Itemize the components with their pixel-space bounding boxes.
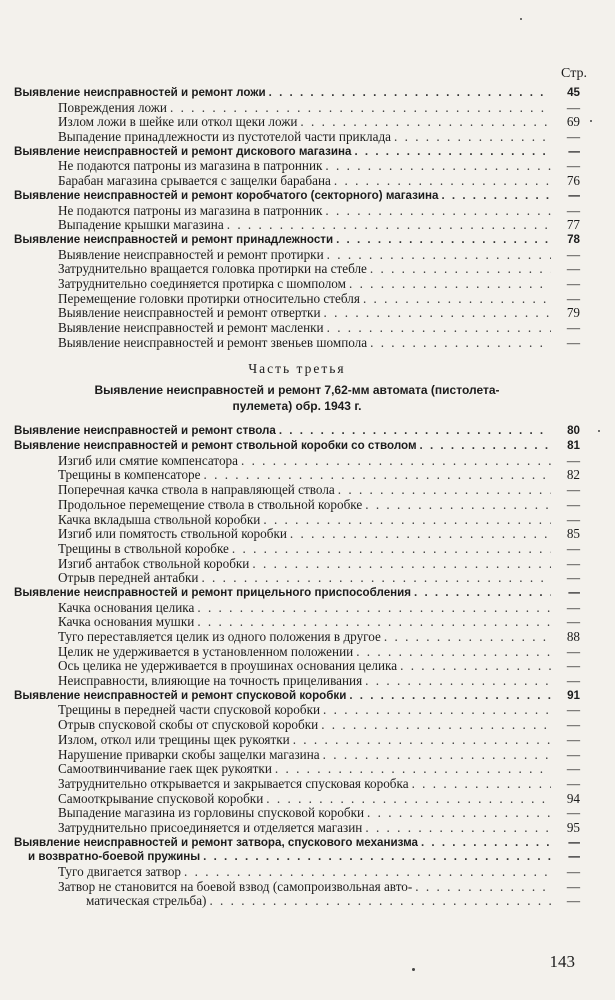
leader-dots [323, 703, 551, 718]
toc-entry-continuation [14, 894, 580, 909]
leader-dots [324, 306, 551, 321]
leader-dots [421, 836, 551, 851]
toc-page-number: 45 [567, 86, 580, 99]
toc-page-number: — [566, 761, 580, 777]
leader-dots [241, 454, 551, 469]
toc-page-number: 76 [566, 173, 580, 189]
toc-entry-text: Поперечная качка ствола в направляющей ствола [58, 482, 335, 498]
toc-entry [14, 218, 580, 233]
leader-dots [325, 204, 551, 219]
toc-entry [14, 115, 580, 130]
toc-entry [14, 248, 580, 263]
toc-entry [14, 483, 580, 498]
toc-heading-text: Выявление неисправностей и ремонт коробчатого (секторного) магазина [14, 188, 439, 202]
toc-entry-text: Выявление неисправностей и ремонт звеньев шомпола [58, 334, 368, 350]
toc-entry-text: матическая стрельба) [86, 893, 207, 909]
page-folio: 143 [549, 952, 575, 971]
leader-dots [441, 189, 551, 204]
toc-entry-text: Затруднительно открывается и закрывается спусковая коробка [58, 775, 409, 791]
toc-entry [14, 321, 580, 336]
toc-entry-text: Туго двигается затвор [58, 864, 182, 879]
toc-entry-text: Отрыв передней антабки [58, 570, 199, 586]
toc-entry-text: Качка основания целика [58, 599, 195, 615]
toc-entry [14, 468, 580, 483]
print-speck [520, 18, 522, 20]
toc-page-number: 69 [566, 114, 580, 130]
toc-entry-text: Трещины в компенсаторе [58, 467, 201, 483]
toc-entry-text: Нарушение приварки скобы защелки магазина [58, 746, 320, 762]
toc-heading-text: Выявление неисправностей и ремонт дискового магазина [14, 144, 352, 158]
leader-dots [334, 174, 551, 189]
toc-entry [14, 718, 580, 733]
toc-entry-text: Не подаются патроны из магазина в патронник [58, 202, 323, 218]
toc-entry [14, 821, 580, 836]
toc-page-number: — [566, 570, 580, 586]
toc-page-number: — [566, 158, 580, 174]
toc-page-number: — [566, 864, 580, 879]
toc-entry-text: Затвор не становится на боевой взвод (самопроизвольная авто- [58, 878, 413, 894]
toc-page-number: — [566, 99, 580, 115]
leader-dots [209, 894, 551, 909]
leader-dots [203, 850, 551, 865]
leader-dots [367, 806, 551, 821]
toc-heading-text: Выявление неисправностей и ремонт ствола [14, 424, 276, 438]
leader-dots [197, 601, 551, 616]
toc-page-number: 82 [566, 467, 580, 483]
part-subtitle-line2: пулемета) обр. 1943 г. [232, 399, 362, 414]
leader-dots [327, 248, 551, 263]
toc-entry-text: Изгиб или помятость ствольной коробки [58, 526, 287, 542]
leader-dots [170, 101, 551, 116]
toc-page-number: — [566, 540, 580, 556]
leader-dots [414, 586, 551, 601]
leader-dots [252, 557, 551, 572]
leader-dots [201, 571, 551, 586]
leader-dots [349, 277, 551, 292]
toc-heading [14, 189, 580, 204]
toc-section-2 [14, 424, 580, 835]
toc-entry-text: Ось целика не удерживается в проушинах основания целика [58, 658, 398, 674]
leader-dots [269, 86, 551, 101]
toc-entry-text: Выпадение принадлежности из пустотелой части приклада [58, 129, 392, 145]
toc-entry-text: Качка вкладыша ствольной коробки [58, 511, 261, 527]
print-speck [590, 120, 592, 122]
toc-entry [14, 733, 580, 748]
toc-page-number: — [566, 496, 580, 512]
toc-entry-text: Отрыв спусковой скобы от спусковой коробки [58, 717, 319, 733]
toc-heading-text: Выявление неисправностей и ремонт спусковой коробки [14, 688, 347, 702]
toc-entry [14, 865, 580, 880]
toc-entry [14, 615, 580, 630]
toc-entry [14, 174, 580, 189]
toc-heading-text: Выявление неисправностей и ремонт ствольной коробки со стволом [14, 439, 417, 453]
toc-page-number: — [566, 717, 580, 733]
leader-dots [420, 439, 551, 454]
toc-entry [14, 527, 580, 542]
toc-page-number: — [566, 320, 580, 335]
toc-page-number: — [566, 702, 580, 718]
toc-heading-text: и возвратно-боевой пружины [28, 850, 201, 864]
leader-dots [263, 513, 551, 528]
leader-dots [338, 483, 551, 498]
toc-entry-text: Излом ложи в шейке или откол щеки ложи [58, 114, 298, 130]
toc-entry-text: Повреждения ложи [58, 99, 167, 115]
toc-entry [14, 498, 580, 513]
toc-page-number: 85 [566, 526, 580, 542]
toc-heading-continuation [14, 850, 580, 865]
leader-dots [323, 748, 551, 763]
toc-page-number: — [566, 805, 580, 821]
toc-entry [14, 306, 580, 321]
leader-dots [400, 659, 551, 674]
leader-dots [275, 762, 551, 777]
toc-entry [14, 762, 580, 777]
toc-entry-text: Туго переставляется целик из одного положения в другое [58, 629, 381, 644]
leader-dots [232, 542, 551, 557]
leader-dots [266, 792, 551, 807]
toc-page-number: 88 [566, 629, 580, 644]
leader-dots [356, 645, 551, 660]
toc-heading-text: Выявление неисправностей и ремонт прицельного приспособления [14, 585, 412, 599]
toc-page-number: — [566, 290, 580, 306]
toc-page-number: — [566, 614, 580, 630]
leader-dots [279, 424, 551, 439]
toc-entry [14, 645, 580, 660]
toc-entry [14, 130, 580, 145]
toc-entry-text: Выявление неисправностей и ремонт отвертки [58, 305, 321, 321]
toc-heading-text: Выявление неисправностей и ремонт принадлежности [14, 232, 334, 246]
toc-entry-text: Барабан магазина срывается с защелки барабана [58, 173, 331, 189]
toc-entry-text: Самооткрывание спусковой коробки [58, 790, 264, 806]
toc-entry [14, 777, 580, 792]
toc-page-number: 81 [567, 439, 580, 453]
toc-entry [14, 204, 580, 219]
toc-entry [14, 806, 580, 821]
leader-dots [300, 115, 551, 130]
leader-dots [204, 468, 552, 483]
toc-entry [14, 880, 580, 895]
toc-entry-text: Выявление неисправностей и ремонт масленки [58, 320, 324, 335]
print-speck [598, 430, 600, 432]
toc-entry [14, 292, 580, 307]
leader-dots [290, 527, 551, 542]
toc-entry-text: Выявление неисправностей и ремонт протирки [58, 246, 324, 262]
leader-dots [415, 880, 551, 895]
toc-entry-text: Самоотвинчивание гаек щек рукоятки [58, 761, 272, 777]
toc-heading-text: Выявление неисправностей и ремонт ложи [14, 86, 266, 99]
leader-dots [370, 262, 551, 277]
toc-entry [14, 703, 580, 718]
toc-page-number: — [566, 643, 580, 659]
toc-heading [14, 586, 580, 601]
leader-dots [354, 145, 551, 160]
toc-page-number: — [566, 731, 580, 747]
toc-entry [14, 792, 580, 807]
leader-dots [349, 689, 551, 704]
part-subtitle [14, 382, 580, 414]
toc-page-number: — [566, 246, 580, 262]
toc-page-number: 78 [567, 232, 580, 246]
toc-entry-text: Трещины в передней части спусковой коробки [58, 702, 321, 718]
toc-entry-text: Затруднительно соединяется протирка с шомполом [58, 275, 346, 291]
page-column-label: Стр. [561, 66, 587, 81]
toc-entry-text: Выпадение магазина из горловины спусковой коробки [58, 805, 365, 821]
toc-page-number: 95 [566, 819, 580, 835]
toc-heading-text: Выявление неисправностей и ремонт затвора, спускового механизма [14, 835, 418, 849]
toc-page-number: — [566, 202, 580, 218]
toc-entry [14, 674, 580, 689]
toc-heading [14, 836, 580, 851]
toc-page-number: 94 [566, 790, 580, 806]
toc-page-number: — [566, 658, 580, 674]
toc-heading [14, 145, 580, 160]
leader-dots [370, 336, 551, 351]
toc-entry [14, 571, 580, 586]
toc-heading [14, 86, 580, 101]
toc-entry-text: Целик не удерживается в установленном положении [58, 643, 354, 659]
table-of-contents [14, 86, 580, 909]
print-speck [412, 968, 415, 971]
leader-dots [336, 233, 551, 248]
toc-page-number: — [568, 144, 580, 158]
leader-dots [293, 733, 551, 748]
toc-page-number: — [566, 129, 580, 145]
toc-entry-text: Изгиб антабок ствольной коробки [58, 555, 250, 571]
toc-entry [14, 542, 580, 557]
toc-entry [14, 630, 580, 645]
leader-dots [325, 159, 551, 174]
toc-page-number: — [566, 555, 580, 571]
toc-entry [14, 454, 580, 469]
toc-heading [14, 689, 580, 704]
toc-entry-text: Не подаются патроны из магазина в патронник [58, 158, 323, 174]
part-title: Часть третья [248, 361, 346, 377]
toc-entry [14, 659, 580, 674]
leader-dots [363, 292, 551, 307]
toc-entry [14, 101, 580, 116]
toc-page-number: 80 [567, 424, 580, 438]
toc-section-3 [14, 865, 580, 894]
toc-heading [14, 439, 580, 454]
part-subtitle-line1: Выявление неисправностей и ремонт 7,62-мм автомата (пистолета- [94, 383, 500, 398]
toc-page-number: — [568, 850, 580, 864]
toc-page-number: 79 [566, 305, 580, 321]
leader-dots [365, 498, 551, 513]
toc-entry [14, 557, 580, 572]
toc-entry [14, 159, 580, 174]
leader-dots [321, 718, 551, 733]
toc-entry-text: Выпадение крышки магазина [58, 217, 224, 233]
toc-page-number: — [566, 452, 580, 468]
leader-dots [327, 321, 551, 336]
leader-dots [394, 130, 551, 145]
toc-entry-text: Изгиб или смятие компенсатора [58, 452, 238, 468]
toc-page-number: — [568, 585, 580, 599]
toc-entry-text: Излом, откол или трещины щек рукоятки [58, 731, 290, 747]
toc-entry-text: Качка основания мушки [58, 614, 195, 630]
toc-page-number: — [566, 673, 580, 689]
toc-entry-text: Затруднительно вращается головка протирки на стебле [58, 261, 367, 277]
toc-page-number: — [566, 334, 580, 350]
toc-entry [14, 601, 580, 616]
toc-page-number: 77 [566, 217, 580, 233]
toc-page-number: — [566, 893, 580, 909]
toc-heading [14, 233, 580, 248]
toc-page-number: — [566, 275, 580, 291]
leader-dots [412, 777, 551, 792]
toc-page-number: — [566, 599, 580, 615]
toc-page-number: 91 [567, 688, 580, 702]
toc-entry [14, 336, 580, 351]
toc-page-number: — [566, 511, 580, 527]
toc-entry-text: Продольное перемещение ствола в ствольной коробке [58, 496, 363, 512]
toc-page-number: — [566, 775, 580, 791]
toc-page-number: — [568, 188, 580, 202]
toc-entry-text: Неисправности, влияющие на точность прицеливания [58, 673, 363, 689]
leader-dots [365, 821, 551, 836]
toc-page-number: — [566, 746, 580, 762]
toc-entry [14, 748, 580, 763]
toc-entry-text: Перемещение головки протирки относительно стебля [58, 290, 360, 306]
toc-heading [14, 424, 580, 439]
toc-page-number: — [566, 482, 580, 498]
toc-page-number: — [566, 261, 580, 277]
leader-dots [365, 674, 551, 689]
leader-dots [227, 218, 551, 233]
leader-dots [197, 615, 551, 630]
leader-dots [384, 630, 551, 645]
toc-entry [14, 513, 580, 528]
toc-section-1 [14, 86, 580, 350]
toc-page-number: — [568, 835, 580, 849]
toc-entry-text: Трещины в ствольной коробке [58, 540, 229, 556]
leader-dots [184, 865, 551, 880]
toc-entry [14, 277, 580, 292]
toc-page-number: — [566, 878, 580, 894]
toc-entry [14, 262, 580, 277]
toc-entry-text: Затруднительно присоединяется и отделяется магазин [58, 819, 363, 835]
